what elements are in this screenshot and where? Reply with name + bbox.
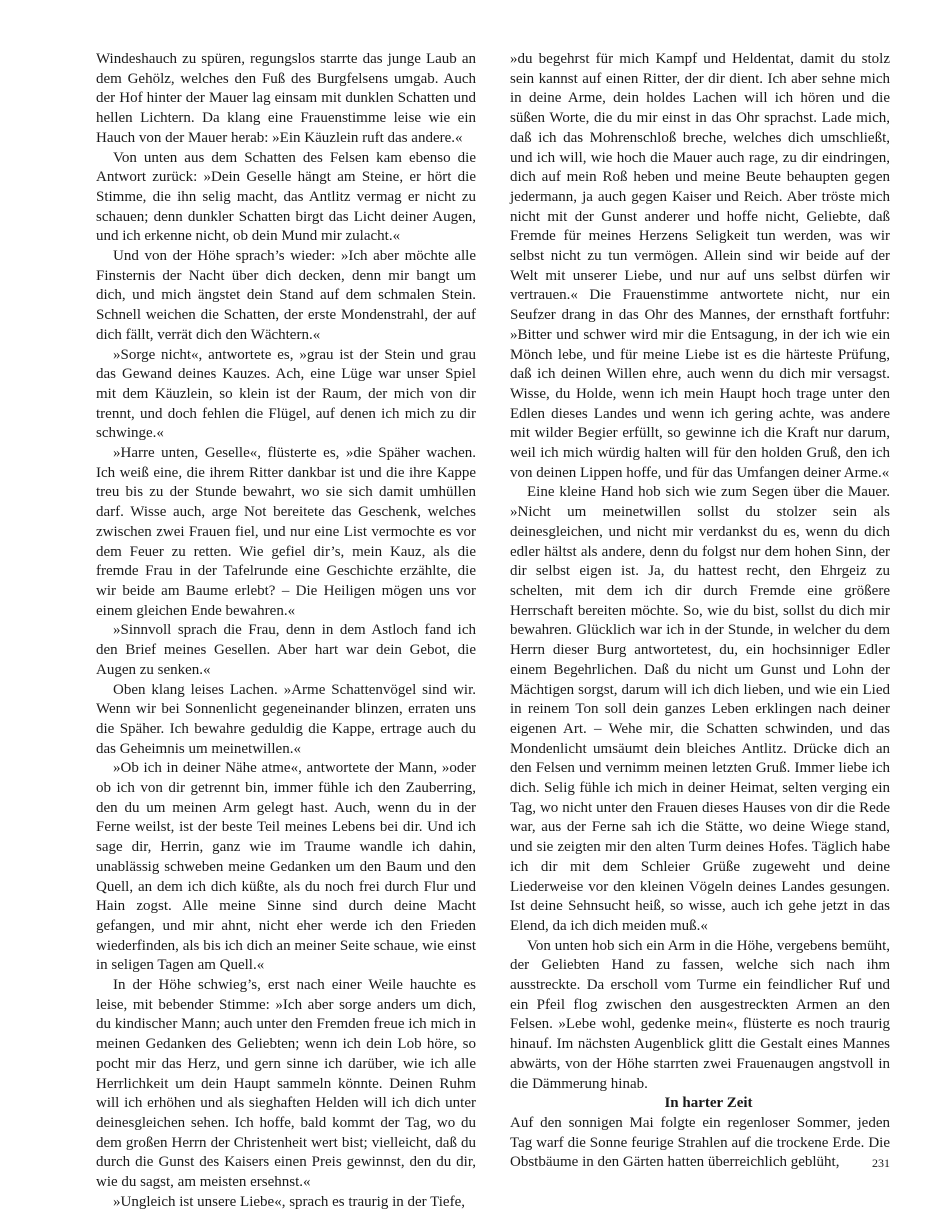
right-column xyxy=(510,50,890,1173)
paragraph: »Sorge nicht«, antwortete es, »grau ist der Stein und grau das Gewand deines Kauzes. Ach, eine Lüge war unser Spiel mit dem Käuzlein, so klein ist der Raum, der mich von dir trennt, und doch fehlen die Flügel, auf denen ich mich zu dir schwinge.« xyxy=(96,346,476,442)
paragraph: Auf den sonnigen Mai folgte ein regenloser Sommer, jeden Tag warf die Sonne feurige Strahlen auf die trockene Erde. Die Obstbäume in den Gärten hatten überreichlich geblüht, xyxy=(510,1114,890,1171)
paragraph: Von unten aus dem Schatten des Felsen kam ebenso die Antwort zurück: »Dein Geselle hängt am Steine, er hört die Stimme, die ihn selig macht, das Antlitz vermag er nicht zu schauen; denn dunkler Schatten birgt das Licht deiner Augen, und ich erkenne nicht, ob dein Mund mir zulacht.« xyxy=(96,149,476,245)
section-heading: In harter Zeit xyxy=(664,1095,753,1112)
page-number: 231 xyxy=(872,1156,890,1170)
paragraph: In der Höhe schwieg’s, erst nach einer Weile hauchte es leise, mit bebender Stimme: »Ich aber sorge anders um dich, du kindischer Mann; auch unter den Fremden freue ich mich in meinen Gedanken des Geliebten; wenn ich dein Lob höre, so pocht mir das Herz, und gern sinne ich darüber, wie ich alle Herrlichkeit um dein Haupt sammeln könnte. Deinen Ruhm will ich erhöhen und als sieghaften Helden will ich dich unter deinesgleichen sehen. Ich hoffe, bald kommt der Tag, wo du dem großen Herrn der Christenheit wert bist; vielleicht, daß du durch die Gunst des Kaisers einen Preis gewinnst, den du dir, wie du sagst, am meisten ersehnst.« xyxy=(96,977,476,1191)
paragraph: »Ob ich in deiner Nähe atme«, antwortete der Mann, »oder ob ich von dir getrennt bin, immer fühle ich den Zauberring, den du um meinen Arm gelegt hast. Auch, wenn du in der Ferne weilst, ist der beste Teil meines Lebens bei dir. Und ich sage dir, Herrin, ganz wie im Traume wandle ich dahin, unablässig schweben meine Gedanken um den Baum und den Quell, an dem ich dich küßte, als du noch frei durch Flur und Hain zogst. Alle meine Sinne sind durch deine Macht gefangen, und mir ahnt, nicht eher werde ich den Frieden wiederfinden, als bis ich dich an meiner Seite schaue, wie einst in seligen Tagen am Quell.« xyxy=(96,760,476,974)
paragraph: Von unten hob sich ein Arm in die Höhe, vergebens bemüht, der Geliebten Hand zu fassen, welche sich nach ihm ausstreckte. Da erscholl vom Turme ein feindlicher Ruf und ein Pfeil flog zwischen den ausgestreckten Armen an den Felsen. »Lebe wohl, gedenke mein«, flüsterte es noch traurig hinauf. Im nächsten Augenblick glitt die Gestalt eines Mannes abwärts, von der Höhe starrten zwei Frauenaugen angstvoll in die Dämmerung hinab. xyxy=(510,937,890,1092)
paragraph: »Ungleich ist unsere Liebe«, sprach es traurig in der Tiefe, xyxy=(113,1193,465,1210)
paragraph: Windeshauch zu spüren, regungslos starrte das junge Laub an dem Gehölz, welches den Fuß des Burgfelsens umgab. Auch der Hof hinter der Mauer lag einsam mit dunklen Schatten und hellen Lichtern. Da klang eine Frauenstimme leise wie ein Hauch von der Mauer herab: »Ein Käuzlein ruft das andere.« xyxy=(96,51,476,146)
paragraph: Eine kleine Hand hob sich wie zum Segen über die Mauer. »Nicht um meinetwillen sollst du stolzer sein als deinesgleichen, und nicht mir verdankst du es, wenn du dich edler hältst als andere, denn du folgst nur dem hohen Sinn, der dir selbst eigen ist. Ja, du hattest recht, den Ehrgeiz zu schelten, mit dem ich dir durch Fremde eine größere Herrschaft bereiten möchte. So, wie du bist, sollst du dich mir bewahren. Glücklich war ich in der Stunde, in welcher du dem Herrn dieser Burg antwortetest, du, ein hochsinniger Edler einem Begehrlichen. Daß du nicht um Gunst und Lohn der Mächtigen sorgst, darum will ich dich lieben, und wie ein Lied in reinem Ton soll dein ganzes Leben erklingen nach deiner eigenen Art. – Wehe mir, die Schatten schwinden, und das Mondenlicht umsäumt dein bleiches Antlitz. Drücke dich an den Felsen und vernimm meinen letzten Gruß. Immer liebe ich dich. Selig fühle ich mich in deiner Heimat, selten verging ein Tag, wo nicht unter den Frauen dieses Hauses von dir die Rede war, aus der Ferne sah ich die Stätte, wo deine Wiege stand, und sie zeigten mir den alten Turm deines Hofes. Täglich habe ich dir mit dem Schleier Grüße zugeweht und deine Liederweise vor den kleinen Vögeln deines Landes gesungen. Ist deine Sehnsucht heiß, so wisse, auch ich gehe jetzt in das Elend, da ich dich meiden muß.« xyxy=(510,484,890,934)
paragraph: Und von der Höhe sprach’s wieder: »Ich aber möchte alle Finsternis der Nacht über dich decken, denn mir bangt um dich, und mich ängstet dein Stand auf dem schmalen Stein. Schnell weichen die Schatten, der erste Mondenstrahl, der auf dich fällt, verrät dich den Wächtern.« xyxy=(96,248,476,343)
paragraph: Oben klang leises Lachen. »Arme Schattenvögel sind wir. Wenn wir bei Sonnenlicht gegeneinander blinzen, erraten uns die Späher. Ich bewahre geduldig die Kappe, ertrage auch du das Geheimnis um meinetwillen.« xyxy=(96,681,476,757)
paragraph: »du begehrst für mich Kampf und Heldentat, damit du stolz sein kannst auf einen Ritter, der dir dient. Ich aber sehne mich in deine Arme, dein holdes Lachen will ich hören und die süßen Worte, die du mir einst in das Ohr sprachst. Lade mich, daß ich das Mohrenschloß breche, welches dich umschließt, und ich will, wie hoch die Mauer auch rage, zu dir eindringen, dich auf mein Roß heben und meine Beute behaupten gegen jedermann, ja auch gegen Kaiser und Reich. Aber tröste mich nicht mit der Gunst anderer und hoffe nicht, Geliebte, daß Fremde für meines Herzens Seligkeit tun werden, was wir selbst nicht zu tun vermögen. Allein sind wir beide auf der Welt mit unserer Liebe, und nur auf uns selbst dürfen wir vertrauen.« Die Frauenstimme antwortete nicht, nur ein Seufzer drang in das Ohr des Mannes, der ernsthaft fortfuhr: »Bitter und schwer wird mir die Entsagung, in der ich wie ein Mönch lebe, und für meine Liebe ist es die härteste Prüfung, daß ich deinen Willen ehre, auch wenn du dich mir versagst. Wisse, du Holde, wenn ich mein Haupt hoch trage unter den Edlen dieses Landes und wenn ich gering achte, was andere mit wilder Begier erfüllt, so gewinne ich die Kraft nur darum, weil ich mich würdig halten will für den holden Gruß, den ich von deinen Lippen hoffe, und für das Umfangen deiner Arme.« xyxy=(510,51,890,481)
left-column xyxy=(96,50,476,1212)
paragraph: »Harre unten, Geselle«, flüsterte es, »die Späher wachen. Ich weiß eine, die ihrem Ritter dankbar ist und die ihre Kappe treu bis zu der Stunde bewahrt, wo sie sich damit umhüllen darf. Wisse auch, arge Not bereitete das Geschenk, welches zwischen zwei Frauen fiel, und nur eine List vermochte es vor dem Feuer zu retten. Wie gefiel dir’s, mein Kauz, als die fremde Frau in der Tafelrunde eine Geschichte erzählte, die wir beide am Baume erlebt? – Die Heiligen mögen uns vor einem gleichen Ende bewahren.« xyxy=(96,445,476,619)
paragraph: »Sinnvoll sprach die Frau, denn in dem Astloch fand ich den Brief meines Gesellen. Aber hart war dein Gebot, die Augen zu senken.« xyxy=(96,622,476,678)
